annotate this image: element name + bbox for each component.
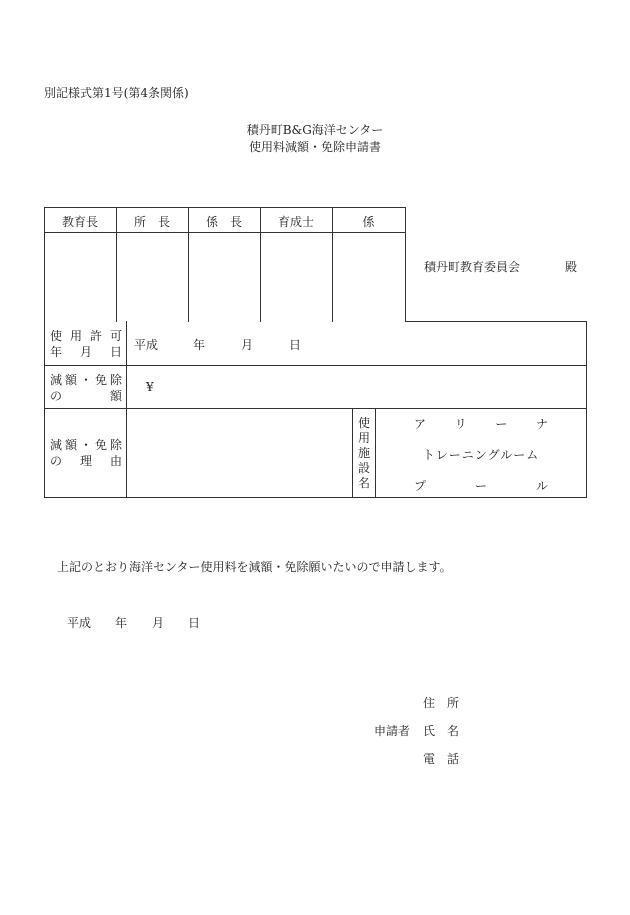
permit-month: 月 — [241, 338, 254, 352]
permit-year: 年 — [193, 338, 206, 352]
header-superintendent: 教育長 — [61, 215, 98, 229]
amount-field[interactable]: ¥ — [146, 380, 154, 394]
addressee: 積丹町教育委員会 — [424, 260, 521, 274]
address-label: 住 所 — [423, 696, 460, 710]
header-director: 所 長 — [133, 215, 170, 229]
header-instructor: 育成士 — [277, 215, 314, 229]
addressee-suffix: 殿 — [565, 260, 578, 274]
application-year: 年 — [115, 616, 128, 630]
application-era: 平成 — [67, 616, 92, 630]
header-section-chief: 係 長 — [205, 215, 242, 229]
permit-era: 平成 — [134, 338, 159, 352]
form-number: 別記様式第1号(第4条関係) — [44, 86, 189, 100]
name-label: 氏 名 — [423, 724, 460, 738]
stamp-box-superintendent[interactable] — [44, 233, 116, 321]
reason-label-line2: の 理 由 — [50, 454, 122, 468]
reason-label-line1: 減 額 ・ 免 除 — [50, 438, 122, 452]
stamp-box-section-chief[interactable] — [188, 233, 260, 321]
permit-date-label-line2: 年 月 日 — [50, 345, 122, 359]
amount-label-line1: 減 額 ・ 免 除 — [50, 373, 122, 387]
phone-field[interactable] — [460, 746, 600, 766]
phone-label: 電 話 — [423, 752, 460, 766]
stamp-box-director[interactable] — [116, 233, 188, 321]
reason-field[interactable] — [127, 409, 352, 497]
stamp-box-instructor[interactable] — [260, 233, 332, 321]
facility-label: 使 用 施 設 名 — [357, 416, 370, 490]
facility-title: 積丹町B&G海洋センター — [246, 123, 384, 137]
application-month: 月 — [152, 616, 165, 630]
application-day: 日 — [188, 616, 201, 630]
facility-option-pool[interactable]: プ ー ル — [414, 479, 548, 493]
header-staff: 係 — [362, 215, 375, 229]
address-field[interactable] — [460, 690, 600, 710]
permit-day: 日 — [289, 338, 302, 352]
amount-label-line2: の 額 — [50, 389, 122, 403]
facility-option-arena[interactable]: ア リ ー ナ — [414, 417, 548, 431]
applicant-label: 申請者 — [374, 724, 411, 738]
permit-date-label-line1: 使 用 許 可 — [50, 329, 122, 343]
name-field[interactable] — [460, 718, 600, 738]
application-statement: 上記のとおり海洋センター使用料を減額・免除願いたいので申請します。 — [57, 560, 452, 574]
facility-option-training-room[interactable]: トレーニングルーム — [422, 448, 540, 462]
form-title: 使用料減額・免除申請書 — [248, 140, 381, 154]
stamp-box-staff[interactable] — [332, 233, 405, 321]
